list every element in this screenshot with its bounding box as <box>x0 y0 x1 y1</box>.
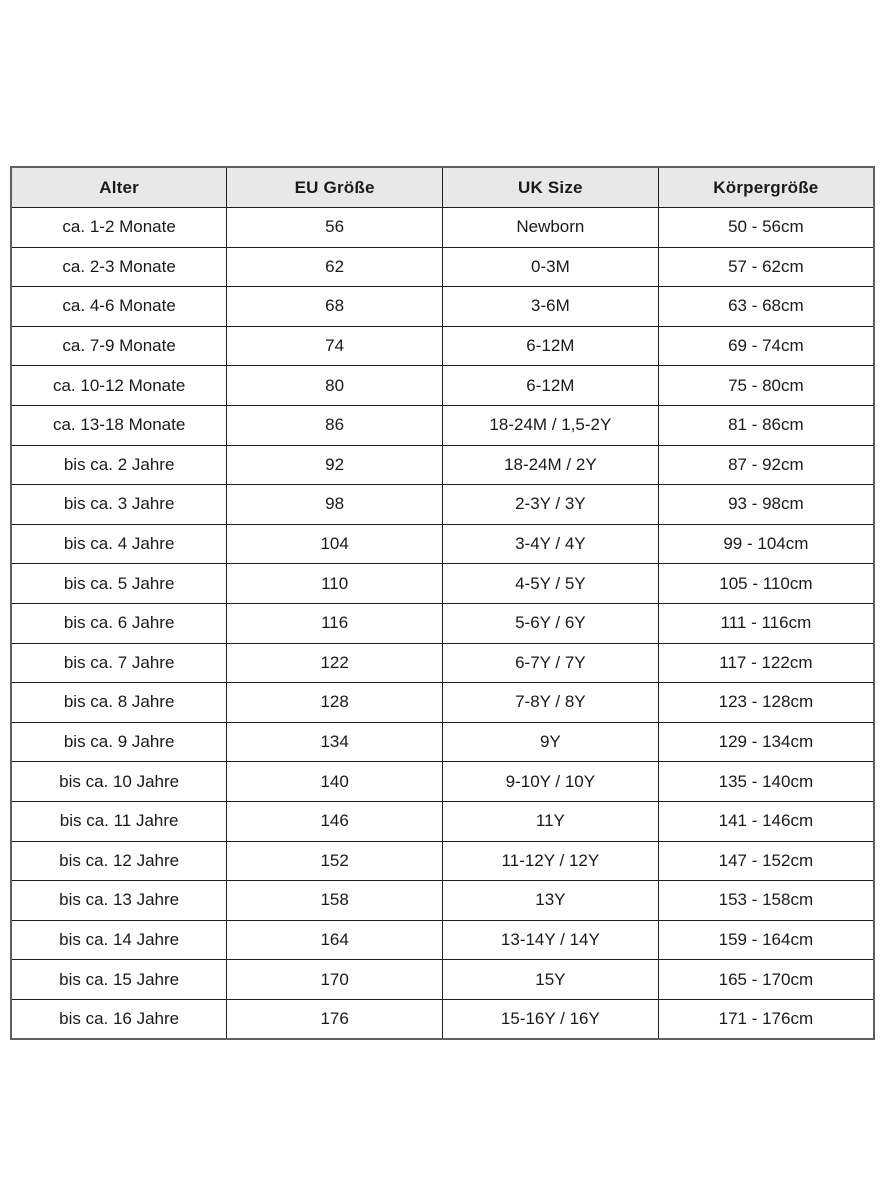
table-cell: 104 <box>227 524 443 564</box>
table-cell: bis ca. 14 Jahre <box>11 920 227 960</box>
table-cell: 99 - 104cm <box>658 524 874 564</box>
table-cell: 69 - 74cm <box>658 326 874 366</box>
table-cell: 98 <box>227 485 443 525</box>
table-cell: bis ca. 10 Jahre <box>11 762 227 802</box>
table-cell: 13Y <box>443 881 659 921</box>
table-cell: 80 <box>227 366 443 406</box>
table-cell: 5-6Y / 6Y <box>443 603 659 643</box>
table-row <box>11 801 874 841</box>
table-cell: bis ca. 16 Jahre <box>11 999 227 1039</box>
table-row <box>11 208 874 248</box>
table-cell: 9Y <box>443 722 659 762</box>
table-cell: 122 <box>227 643 443 683</box>
table-row <box>11 603 874 643</box>
table-cell: bis ca. 6 Jahre <box>11 603 227 643</box>
table-cell: 11-12Y / 12Y <box>443 841 659 881</box>
table-cell: ca. 13-18 Monate <box>11 405 227 445</box>
table-cell: 9-10Y / 10Y <box>443 762 659 802</box>
table-cell: 159 - 164cm <box>658 920 874 960</box>
table-cell: 111 - 116cm <box>658 603 874 643</box>
table-row <box>11 643 874 683</box>
size-chart-container <box>10 166 875 1040</box>
table-row <box>11 999 874 1039</box>
table-cell: 92 <box>227 445 443 485</box>
table-cell: 116 <box>227 603 443 643</box>
table-cell: 68 <box>227 287 443 327</box>
size-chart-table <box>10 166 875 1040</box>
table-cell: 146 <box>227 801 443 841</box>
table-cell: 164 <box>227 920 443 960</box>
table-row <box>11 960 874 1000</box>
table-cell: 105 - 110cm <box>658 564 874 604</box>
table-cell: 93 - 98cm <box>658 485 874 525</box>
column-header: UK Size <box>443 167 659 208</box>
table-cell: bis ca. 7 Jahre <box>11 643 227 683</box>
table-cell: 3-6M <box>443 287 659 327</box>
table-cell: 110 <box>227 564 443 604</box>
table-cell: 56 <box>227 208 443 248</box>
table-cell: 63 - 68cm <box>658 287 874 327</box>
table-cell: 6-12M <box>443 326 659 366</box>
table-cell: 135 - 140cm <box>658 762 874 802</box>
table-row <box>11 841 874 881</box>
table-cell: 81 - 86cm <box>658 405 874 445</box>
table-body <box>11 208 874 1040</box>
table-cell: 15-16Y / 16Y <box>443 999 659 1039</box>
table-cell: 4-5Y / 5Y <box>443 564 659 604</box>
table-cell: 147 - 152cm <box>658 841 874 881</box>
table-row <box>11 247 874 287</box>
table-row <box>11 287 874 327</box>
table-cell: bis ca. 11 Jahre <box>11 801 227 841</box>
table-cell: bis ca. 3 Jahre <box>11 485 227 525</box>
table-cell: 7-8Y / 8Y <box>443 683 659 723</box>
table-cell: 128 <box>227 683 443 723</box>
table-cell: 13-14Y / 14Y <box>443 920 659 960</box>
table-cell: 18-24M / 2Y <box>443 445 659 485</box>
table-cell: 129 - 134cm <box>658 722 874 762</box>
table-cell: 152 <box>227 841 443 881</box>
table-cell: 141 - 146cm <box>658 801 874 841</box>
column-header: EU Größe <box>227 167 443 208</box>
table-cell: 6-7Y / 7Y <box>443 643 659 683</box>
table-cell: 158 <box>227 881 443 921</box>
table-cell: 140 <box>227 762 443 802</box>
table-cell: 2-3Y / 3Y <box>443 485 659 525</box>
table-row <box>11 722 874 762</box>
table-cell: bis ca. 5 Jahre <box>11 564 227 604</box>
table-head <box>11 167 874 208</box>
header-row <box>11 167 874 208</box>
table-cell: 3-4Y / 4Y <box>443 524 659 564</box>
table-cell: ca. 1-2 Monate <box>11 208 227 248</box>
table-cell: 165 - 170cm <box>658 960 874 1000</box>
table-row <box>11 762 874 802</box>
table-cell: 74 <box>227 326 443 366</box>
table-row <box>11 326 874 366</box>
table-cell: bis ca. 2 Jahre <box>11 445 227 485</box>
table-cell: ca. 4-6 Monate <box>11 287 227 327</box>
table-cell: bis ca. 9 Jahre <box>11 722 227 762</box>
table-cell: ca. 7-9 Monate <box>11 326 227 366</box>
column-header: Körpergröße <box>658 167 874 208</box>
table-cell: 86 <box>227 405 443 445</box>
table-row <box>11 445 874 485</box>
table-row <box>11 485 874 525</box>
table-cell: 0-3M <box>443 247 659 287</box>
table-cell: 57 - 62cm <box>658 247 874 287</box>
table-cell: 170 <box>227 960 443 1000</box>
table-cell: bis ca. 12 Jahre <box>11 841 227 881</box>
table-cell: 176 <box>227 999 443 1039</box>
table-cell: Newborn <box>443 208 659 248</box>
table-cell: 87 - 92cm <box>658 445 874 485</box>
table-cell: bis ca. 13 Jahre <box>11 881 227 921</box>
table-cell: 50 - 56cm <box>658 208 874 248</box>
table-cell: 171 - 176cm <box>658 999 874 1039</box>
table-row <box>11 524 874 564</box>
table-cell: 75 - 80cm <box>658 366 874 406</box>
table-row <box>11 405 874 445</box>
table-cell: 153 - 158cm <box>658 881 874 921</box>
table-row <box>11 366 874 406</box>
table-row <box>11 881 874 921</box>
table-cell: 18-24M / 1,5-2Y <box>443 405 659 445</box>
table-cell: 6-12M <box>443 366 659 406</box>
table-cell: 11Y <box>443 801 659 841</box>
table-cell: 15Y <box>443 960 659 1000</box>
table-cell: ca. 10-12 Monate <box>11 366 227 406</box>
table-row <box>11 564 874 604</box>
table-cell: 123 - 128cm <box>658 683 874 723</box>
table-row <box>11 920 874 960</box>
table-cell: ca. 2-3 Monate <box>11 247 227 287</box>
column-header: Alter <box>11 167 227 208</box>
table-cell: 62 <box>227 247 443 287</box>
table-cell: 134 <box>227 722 443 762</box>
table-cell: 117 - 122cm <box>658 643 874 683</box>
table-cell: bis ca. 15 Jahre <box>11 960 227 1000</box>
table-cell: bis ca. 8 Jahre <box>11 683 227 723</box>
table-cell: bis ca. 4 Jahre <box>11 524 227 564</box>
table-row <box>11 683 874 723</box>
